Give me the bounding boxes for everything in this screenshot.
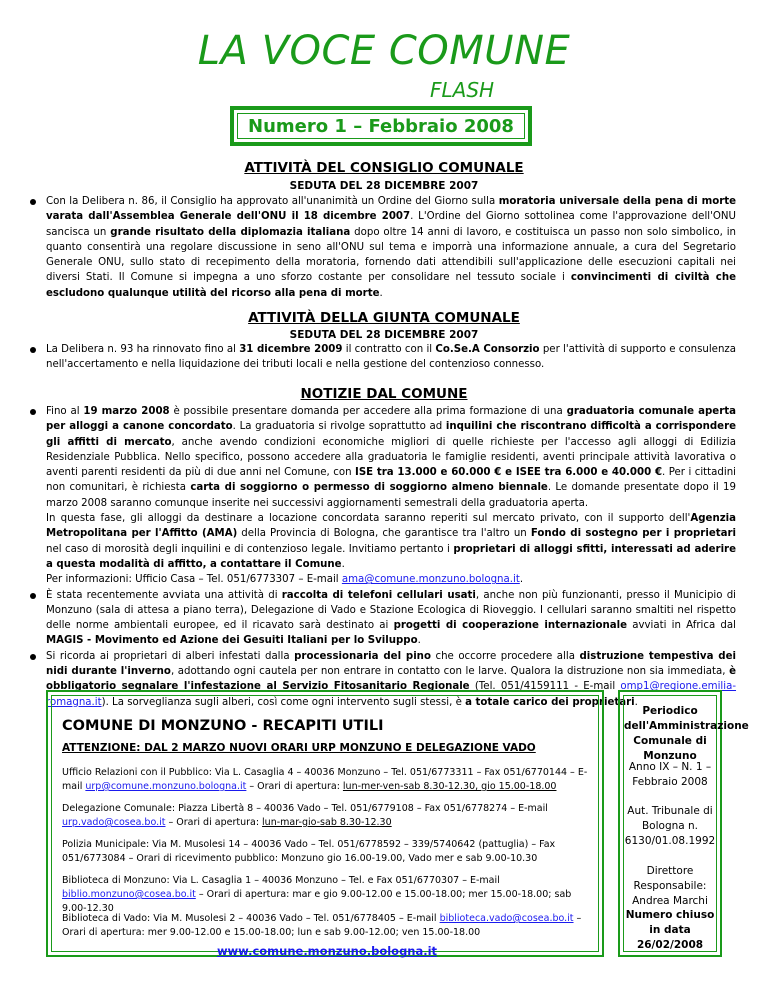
contact-polizia: Polizia Municipale: Via M. Musolesi 14 – 40036 Vado – Tel. 051/6778592 – 339/5740642 (pattuglia) – Fax 051/6773084 – Orari di ricevimento pubblico: Monzuno gio 16.00-19.00, Vado mer e sab 9.00-10.30 bbox=[62, 839, 556, 864]
text: grande risultato della diplomazia italiana bbox=[110, 226, 351, 238]
text: Fino al bbox=[46, 406, 84, 417]
text: 31 dicembre 2009 bbox=[239, 344, 343, 355]
consiglio-block bbox=[46, 194, 736, 301]
contacts-title: COMUNE DI MONZUNO - RECAPITI UTILI bbox=[62, 718, 384, 734]
contacts-box bbox=[46, 690, 604, 957]
text: . L'Ordine del Giorno sottolinea come l'approvazione dell'ONU sancisca un bbox=[46, 211, 736, 238]
text: . Per i cittadini non comunitari, è richiesta bbox=[46, 467, 736, 494]
text: lun-mar-gio-sab 8.30-12.30 bbox=[262, 817, 392, 828]
section-title-giunta: ATTIVITÀ DELLA GIUNTA COMUNALE bbox=[248, 310, 520, 326]
list-item bbox=[46, 342, 736, 373]
text: processionaria del pino bbox=[294, 650, 431, 662]
contact-urp bbox=[62, 766, 592, 794]
website-link[interactable]: www.comune.monzuno.bologna.it bbox=[216, 944, 438, 958]
text: . bbox=[379, 287, 383, 299]
publication-info-frame bbox=[623, 695, 749, 952]
text: Agenzia Metropolitana per l'Affitto (AMA) bbox=[46, 513, 736, 540]
contact-biblioteca-vado bbox=[62, 912, 592, 940]
text: proprietari di alloggi sfitti, interessati ad aderire a questa modalità di affitto, a contattare il Comune bbox=[46, 543, 736, 570]
text: MAGIS - Movimento ed Azione dei Gesuiti Italiani per lo Sviluppo bbox=[46, 635, 418, 647]
text: . bbox=[417, 635, 421, 647]
text: della Provincia di Bologna, che garantisce tra l'altro un bbox=[237, 528, 531, 540]
section-subtitle-consiglio: SEDUTA DEL 28 DICEMBRE 2007 bbox=[289, 180, 479, 192]
text: , anche avendo condizioni economiche migliori di quelle richieste per l'accesso agli alloggi di Edilizia Residenziale Pubblica. Nello specifico, possono accedere alla graduatoria le famiglie residenti, aventi principale attività lavorativa o aventi parenti residenti da più di due anni nel Comune, con bbox=[46, 436, 737, 479]
text: – Orari di apertura: bbox=[165, 817, 263, 828]
notizie-block bbox=[46, 404, 736, 710]
text: Co.Se.A Consorzio bbox=[435, 344, 540, 355]
email-link-urp[interactable]: urp@comune.monzuno.bologna.it bbox=[85, 781, 247, 792]
section-title-consiglio: ATTIVITÀ DEL CONSIGLIO COMUNALE bbox=[244, 160, 524, 176]
text: che occorre procedere alla bbox=[430, 650, 580, 662]
text: carta di soggiorno o permesso di soggiorno almeno biennale bbox=[190, 482, 548, 494]
issue-box bbox=[230, 106, 532, 146]
text: raccolta di telefoni cellulari usati bbox=[281, 589, 476, 601]
text: Si ricorda ai proprietari di alberi infestati dalla bbox=[46, 650, 295, 662]
text: è obbligatorio segnalare l'infestazione al Servizio Fitosanitario Regionale bbox=[46, 666, 737, 693]
text: convincimenti di civiltà che escludono qualunque utilità del ricorso alla pena di morte bbox=[46, 272, 736, 299]
bullet-icon bbox=[30, 654, 36, 660]
contacts-warning: ATTENZIONE: DAL 2 MARZO NUOVI ORARI URP MONZUNO E DELEGAZIONE VADO bbox=[62, 742, 536, 754]
email-link-fitosanitario[interactable]: omp1@regione.emilia-romagna.it bbox=[46, 681, 737, 708]
text: Delegazione Comunale: Piazza Libertà 8 – 40036 Vado – Tel. 051/6779108 – Fax 051/6778274 – E-mail bbox=[62, 803, 548, 814]
text: – Orari di apertura: mar e gio 9.00-12.00 e 15.00-18.00; mer 15.00-18.00; sab 9.00-12.30 bbox=[62, 889, 572, 914]
text: distruzione tempestiva dei nidi durante l'inverno bbox=[46, 650, 736, 678]
contacts-frame bbox=[51, 695, 599, 958]
giunta-block bbox=[46, 342, 736, 373]
text: dopo oltre 14 anni di lavoro, e costituisca un passo non solo simbolico, in quanto consentirà una regolare discussione in seno all'ONU sul tema e imporrà una informazione annuale, a cura del Segretario Generale ONU, sullo stato di recepimento della moratoria, fornendo dati attendibili sull'applicazione delle esecuzioni capitali nei diversi Stati. Il Comune si impegna a uno sforzo costante per consolidare nel tessuto sociale i bbox=[46, 226, 736, 284]
email-link-biblio-vado[interactable]: biblioteca.vado@cosea.bo.it bbox=[439, 913, 574, 924]
section-title-notizie: NOTIZIE DAL COMUNE bbox=[300, 386, 468, 402]
text: ). La sorveglianza sugli alberi, così come ogni intervento sugli stessi, è bbox=[101, 696, 466, 708]
list-item bbox=[46, 588, 736, 649]
text: ISE tra 13.000 e 60.000 € e ISEE tra 6.000 e 40.000 € bbox=[355, 467, 663, 479]
text: moratoria universale della pena di morte varata dall'Assemblea Generale dell'ONU il 18 dicembre 2007 bbox=[46, 196, 737, 223]
text: . bbox=[634, 696, 638, 708]
masthead-subtitle: FLASH bbox=[430, 78, 495, 102]
text: . bbox=[519, 574, 524, 586]
text: a totale carico dei proprietari bbox=[465, 696, 635, 708]
bullet-icon bbox=[30, 347, 36, 353]
text: 19 marzo 2008 bbox=[83, 406, 170, 417]
text: lun-mer-ven-sab 8.30-12.30, gio 15.00-18.00 bbox=[342, 781, 557, 792]
list-item bbox=[46, 194, 736, 301]
text: il contratto con il bbox=[342, 344, 436, 355]
text: graduatoria comunale aperta per alloggi a canone concordato bbox=[46, 406, 736, 433]
text: per l'attività di supporto e consulenza nell'accertamento e nella liquidazione dei tributi locali e nella gestione del contenzioso connesso. bbox=[46, 344, 736, 371]
text: In questa fase, gli alloggi da destinare a locazione concordata saranno reperiti sul mercato privato, con il supporto dell' bbox=[46, 513, 691, 525]
contact-biblioteca-monzuno bbox=[62, 874, 592, 916]
text: Biblioteca di Monzuno: Via L. Casaglia 1 – 40036 Monzuno – Tel. e Fax 051/6770307 – E-mail bbox=[62, 875, 500, 886]
text: . La graduatoria si rivolge soprattutto ad bbox=[232, 421, 446, 433]
text: Per informazioni: Ufficio Casa – Tel. 051/6773307 – E-mail bbox=[46, 574, 342, 586]
text: Con la Delibera n. 86, il Consiglio ha approvato all'unanimità un Ordine del Giorno sulla bbox=[46, 196, 499, 207]
contact-delegazione bbox=[62, 802, 592, 830]
text: , adottando ogni cautela per non entrare in contatto con le larve. Qualora la distruzione non sia immediata, bbox=[170, 666, 730, 678]
text: – Orari di apertura: mer 9.00-12.00 e 15.00-18.00; lun e sab 9.00-12.00; ven 15.00-18.00 bbox=[62, 913, 582, 938]
text: Biblioteca di Vado: Via M. Musolesi 2 – 40036 Vado – Tel. 051/6778405 – E-mail bbox=[62, 913, 440, 924]
text: , anche non più funzionanti, presso il Municipio di Monzuno (sala di attesa a piano terra), Delegazione di Vado e Stazione Ecologica di Rioveggio. I cellulari saranno smaltiti nel rispetto delle norme ambientali europee, ed il ricavato sarà destinato ai bbox=[46, 589, 736, 632]
text: La Delibera n. 93 ha rinnovato fino al bbox=[46, 344, 240, 355]
text: – Orari di apertura: bbox=[246, 781, 343, 792]
list-item bbox=[46, 404, 736, 588]
text: inquilini che riscontrano difficoltà a corrispondere gli affitti di mercato bbox=[46, 421, 737, 448]
text: . Le domande presentate dopo il 19 marzo 2008 saranno comunque inserite nei successivi aggiornamenti semestrali della graduatoria aperta. bbox=[46, 482, 736, 509]
bullet-icon bbox=[30, 409, 36, 415]
publication-autorizzazione: Aut. Tribunale di Bologna n. 6130/01.08.1992 bbox=[624, 805, 716, 847]
email-link-vado[interactable]: urp.vado@cosea.bo.it bbox=[62, 817, 166, 828]
text: progetti di cooperazione internazionale bbox=[393, 620, 628, 632]
text: Ufficio Relazioni con il Pubblico: Via L. Casaglia 4 – 40036 Monzuno – Tel. 051/6773311 – Fax 051/6770144 – E-mail bbox=[62, 767, 588, 792]
publication-info-box bbox=[618, 690, 749, 957]
text: È stata recentemente avviata una attività di bbox=[46, 589, 282, 601]
text: . bbox=[341, 558, 345, 570]
section-subtitle-giunta: SEDUTA DEL 28 DICEMBRE 2007 bbox=[289, 329, 479, 341]
publication-periodico: Periodico dell'Amministrazione Comunale di Monzuno bbox=[624, 705, 749, 762]
publication-direttore: Direttore Responsabile: Andrea Marchi bbox=[632, 865, 708, 907]
email-link-ama[interactable]: ama@comune.monzuno.bologna.it bbox=[341, 574, 520, 586]
text: avviati in Africa dal bbox=[627, 620, 736, 632]
bullet-icon bbox=[30, 593, 36, 599]
text: (Tel. 051/4159111 - E-mail bbox=[469, 681, 621, 693]
email-link-biblio-monzuno[interactable]: biblio.monzuno@cosea.bo.it bbox=[62, 889, 196, 900]
publication-anno: Anno IX – N. 1 – Febbraio 2008 bbox=[628, 761, 712, 788]
publication-chiuso: Numero chiuso in data 26/02/2008 bbox=[625, 909, 715, 951]
text: nel caso di morosità degli inquilini e di contenzioso legale. Invitiamo pertanto i bbox=[46, 543, 454, 555]
bullet-icon bbox=[30, 199, 36, 205]
masthead-title: LA VOCE COMUNE bbox=[197, 28, 571, 74]
text: Fondo di sostegno per i proprietari bbox=[530, 528, 736, 540]
text: è possibile presentare domanda per accedere alla prima formazione di una bbox=[169, 406, 567, 417]
issue-label: Numero 1 – Febbraio 2008 bbox=[237, 113, 525, 139]
